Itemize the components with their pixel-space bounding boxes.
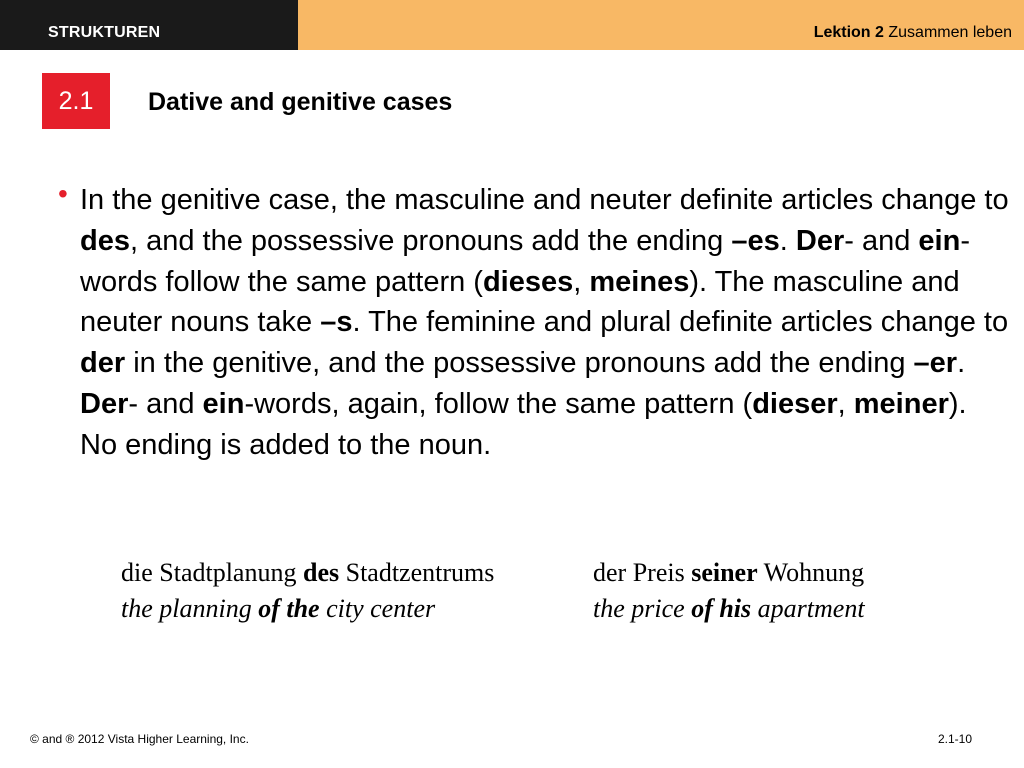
example-1 bbox=[121, 555, 494, 627]
copyright: © and ® 2012 Vista Higher Learning, Inc. bbox=[30, 732, 249, 746]
bullet-marker: • bbox=[58, 178, 68, 209]
example-2 bbox=[593, 555, 865, 627]
example-1-english: the planning of the city center bbox=[121, 594, 436, 623]
header-bar bbox=[0, 0, 1024, 50]
example-2-english: the price of his apartment bbox=[593, 594, 865, 623]
example-1-german: die Stadtplanung des Stadtzentrums bbox=[121, 558, 495, 587]
section-number-badge: 2.1 bbox=[42, 73, 110, 129]
section-tab bbox=[0, 0, 298, 50]
page-number: 2.1-10 bbox=[937, 732, 972, 746]
lesson-number: Lektion 2 bbox=[813, 24, 884, 41]
lesson-name: Zusammen leben bbox=[888, 24, 1012, 41]
lesson-title bbox=[814, 24, 1012, 42]
example-2-german: der Preis seiner Wohnung bbox=[593, 558, 865, 587]
section-label: STRUKTUREN bbox=[48, 24, 161, 41]
slide-title: Dative and genitive cases bbox=[148, 88, 453, 116]
body-paragraph: In the genitive case, the masculine and neuter definite articles change to des, and the possessive pronouns add the ending –es. Der- and ein-words follow the same pattern (dieses, meines). The masculine and neuter nouns take –s. The feminine and plural definite articles change to der in the genitive, and the possessive pronouns add the ending –er. Der- and ein-words, again, follow the same pattern (dieser, meiner). No ending is added to the noun. bbox=[80, 184, 1009, 461]
